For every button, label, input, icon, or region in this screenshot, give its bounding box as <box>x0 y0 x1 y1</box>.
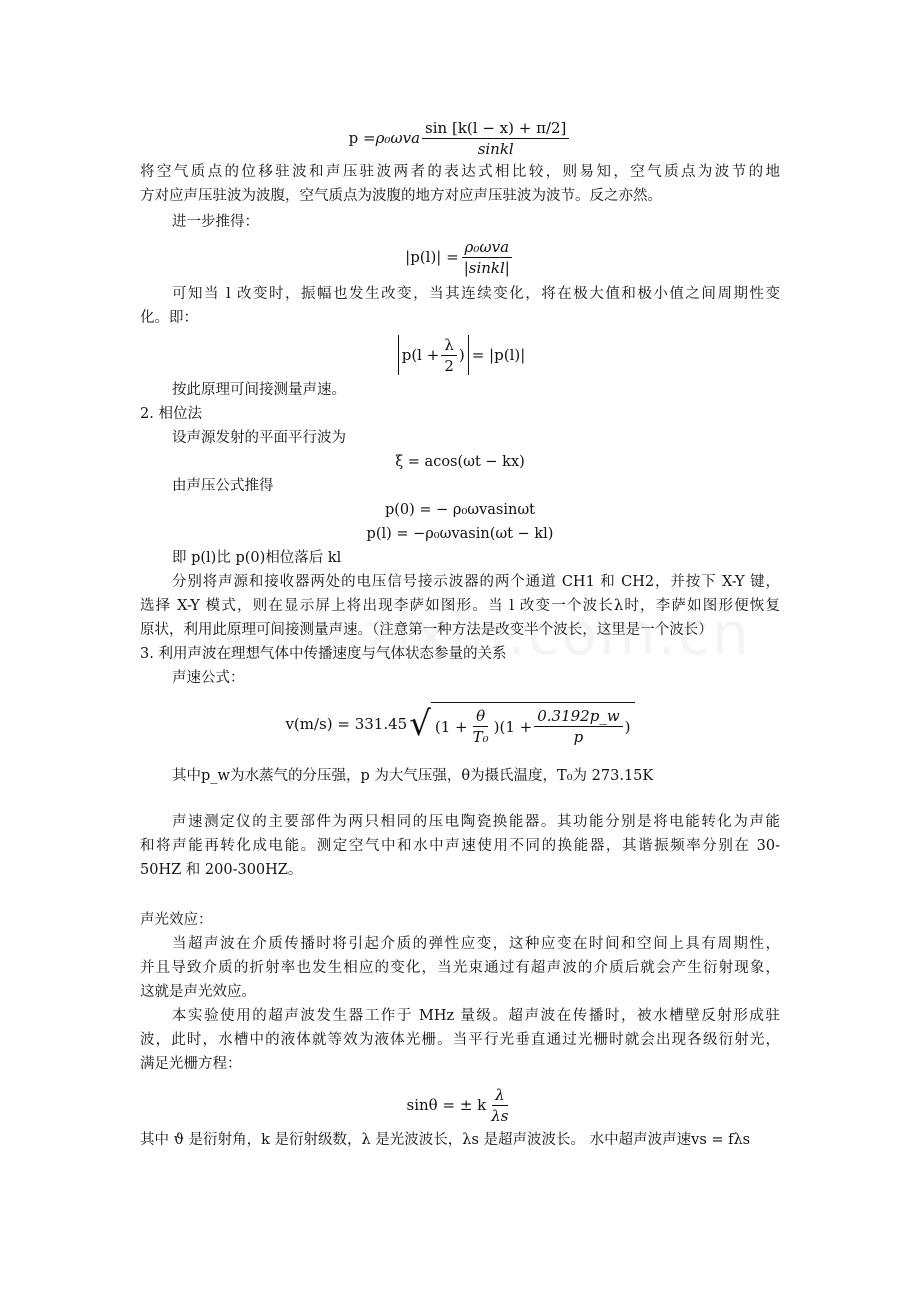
paragraph-line: 并且导致介质的折射率也发生相应的变化，当光束通过有超声波的介质后就会产生衍射现象， <box>140 960 780 976</box>
paragraph-line: 波，此时，水槽中的液体就等效为液体光栅。当平行光垂直通过光栅时就会出现各级衍射光， <box>140 1032 780 1048</box>
eq3-denominator: 2 <box>444 356 454 375</box>
eq3-rhs: = |p(l)| <box>471 346 526 364</box>
paragraph-line: 声速测定仪的主要部件为两只相同的压电陶瓷换能器。其功能分别是将电能转化为声能 <box>172 814 780 830</box>
eq3-fraction <box>441 336 457 375</box>
equation-amplitude <box>0 234 920 280</box>
paragraph-line: 满足光栅方程： <box>140 1056 242 1072</box>
eq7-term2-open: (1 + <box>499 717 533 736</box>
equation-periodicity <box>0 332 920 378</box>
eq7-lhs: v(m/s) = 331.45 <box>285 715 408 733</box>
equation-pl: p(l) = −ρ₀ωvasin(ωt − kl) <box>366 526 554 542</box>
eq8-numerator: λ <box>492 1086 508 1106</box>
paragraph-line: 其中p_w为水蒸气的分压强，p 为大气压强，θ为摄氏温度，T₀为 273.15K <box>172 768 654 784</box>
paragraph-line: 分别将声源和接收器两处的电压信号接示波器的两个通道 CH1 和 CH2，并按下 X-Y 键， <box>172 574 780 590</box>
eq8-denominator: λs <box>491 1106 509 1125</box>
eq7-fraction-2 <box>534 707 622 746</box>
paragraph-line: 选择 X-Y 模式，则在显示屏上将出现李萨如图形。当 l 改变一个波长λ时，李萨如图形便恢复 <box>140 598 780 614</box>
eq7-frac1-num: θ <box>473 707 488 727</box>
eq1-denominator: sinkl <box>477 139 514 158</box>
eq1-coef: ρ₀ωva <box>375 129 421 147</box>
paragraph-line: 进一步推得： <box>172 214 259 230</box>
eq7-fraction-1 <box>470 707 492 746</box>
eq7-term1-open: (1 + <box>434 717 468 736</box>
paragraph-line: 化。即： <box>140 310 198 326</box>
equation-pressure-standing-wave <box>0 114 920 162</box>
paragraph-line: 原状，利用此原理可间接测量声速。（注意第一种方法是改变半个波长，这里是一个波长） <box>140 622 713 638</box>
equation-plane-wave: ξ = acos(ωt − kx) <box>395 454 525 470</box>
sqrt-sign-icon: √ <box>409 704 431 744</box>
eq1-lhs: p = <box>348 129 376 147</box>
eq2-fraction <box>461 238 513 277</box>
paragraph-line: 50HZ 和 200-300HZ。 <box>140 862 303 878</box>
equation-sound-speed <box>0 696 920 752</box>
paragraph-line: 由声压公式推得 <box>172 478 274 494</box>
section-heading: 3. 利用声波在理想气体中传播速度与气体状态参量的关系 <box>140 646 507 662</box>
paragraph-line: 这就是声光效应。 <box>140 984 256 1000</box>
eq7-frac2-den: p <box>573 728 584 746</box>
paragraph-line: 设声源发射的平面平行波为 <box>172 430 346 446</box>
section-heading: 2. 相位法 <box>140 406 202 422</box>
paragraph-line: 和将声能再转化成电能。测定空气中和水中声速使用不同的换能器，其谐振频率分别在 30- <box>140 838 780 854</box>
eq8-fraction <box>488 1086 511 1125</box>
paragraph-line: 当超声波在介质传播时将引起介质的弹性应变，这种应变在时间和空间上具有周期性， <box>172 936 780 952</box>
paragraph-line: 按此原理可间接测量声速。 <box>172 382 346 398</box>
eq2-denominator: |sinkl| <box>463 258 510 277</box>
paragraph-line: 本实验使用的超声波发生器工作于 MHz 量级。超声波在传播时，被水槽壁反射形成驻 <box>172 1008 780 1024</box>
sqrt-radicand <box>431 702 635 746</box>
equation-p0: p(0) = − ρ₀ωvasinωt <box>384 502 535 518</box>
paragraph-line: 可知当 l 改变时，振幅也发生改变，当其连续变化，将在极大值和极小值之间周期性变 <box>172 286 780 302</box>
abs-bar-left <box>398 335 399 375</box>
eq3-right: ) <box>458 346 465 364</box>
eq8-lhs: sinθ = ± k <box>406 1096 487 1114</box>
eq2-numerator: ρ₀ωva <box>462 238 512 258</box>
abs-bar-right <box>468 335 469 375</box>
paragraph-line: 其中 ϑ 是衍射角，k 是衍射级数，λ 是光波波长，λs 是超声波波长。 水中超声波声速vs = fλs <box>140 1132 751 1148</box>
eq7-term2-close: ) <box>624 717 631 736</box>
eq3-numerator: λ <box>441 336 457 356</box>
eq7-term1-close: ) <box>493 717 500 736</box>
eq2-lhs: |p(l)| = <box>405 248 459 266</box>
eq1-numerator: sin [k(l − x) + π/2] <box>422 119 569 139</box>
paragraph-line: 即 p(l)比 p(0)相位落后 kl <box>172 550 342 566</box>
paragraph-line: 声速公式： <box>172 670 245 686</box>
paragraph-line: 方对应声压驻波为波腹，空气质点为波腹的地方对应声压驻波为波节。反之亦然。 <box>140 188 662 204</box>
eq1-fraction <box>422 119 569 158</box>
paragraph-line: 将空气质点的位移驻波和声压驻波两者的表达式相比较，则易知，空气质点为波节的地 <box>140 164 780 180</box>
eq7-frac2-num: 0.3192p_w <box>534 707 622 727</box>
section-heading: 声光效应： <box>140 912 213 928</box>
eq7-frac1-den: T₀ <box>472 728 489 746</box>
eq3-left: p(l + <box>401 346 440 364</box>
equation-grating <box>0 1080 920 1130</box>
